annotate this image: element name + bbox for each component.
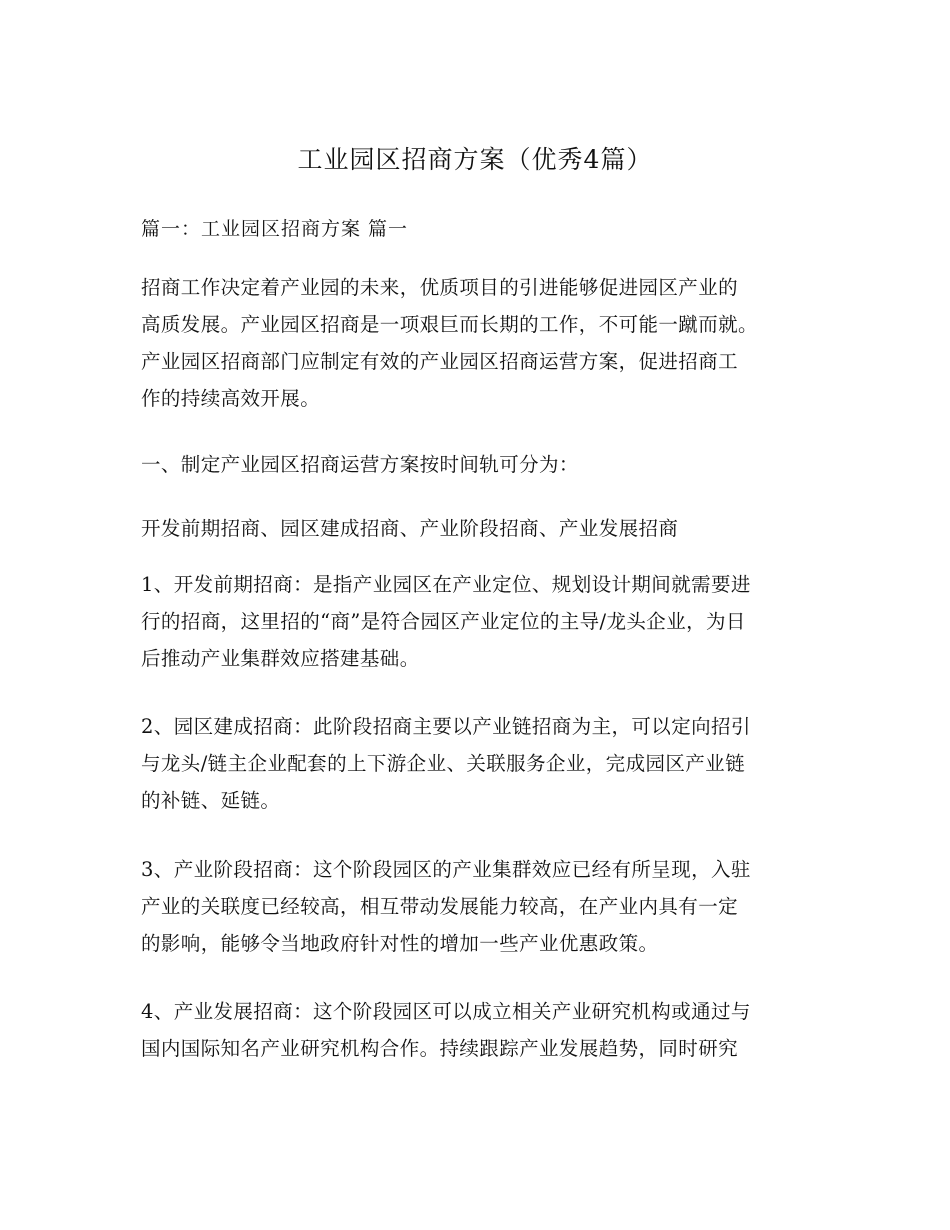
paragraph-line: 4、产业发展招商：这个阶段园区可以成立相关产业研究机构或通过与 bbox=[141, 1000, 751, 1023]
paragraph-line: 1、开发前期招商：是指产业园区在产业定位、规划设计期间就需要进 bbox=[141, 573, 751, 596]
paragraph-line: 一、制定产业园区招商运营方案按时间轨可分为： bbox=[141, 453, 579, 476]
paragraph-line: 与龙头/链主企业配套的上下游企业、关联服务企业，完成园区产业链 bbox=[141, 752, 745, 775]
paragraph-intro bbox=[141, 269, 813, 417]
paragraph-stage-3 bbox=[141, 851, 813, 962]
paragraph-line: 3、产业阶段招商：这个阶段园区的产业集群效应已经有所呈现，入驻 bbox=[141, 858, 751, 881]
paragraph-line: 产业的关联度已经较高，相互带动发展能力较高，在产业内具有一定 bbox=[141, 895, 739, 918]
paragraph-timeline-heading bbox=[141, 446, 813, 483]
paragraph-line: 招商工作决定着产业园的未来，优质项目的引进能够促进园区产业的 bbox=[141, 276, 739, 299]
paragraph-line: 高质发展。产业园区招商是一项艰巨而长期的工作，不可能一蹴而就。 bbox=[141, 313, 758, 336]
paragraph-stage-list bbox=[141, 510, 813, 547]
paragraph-line: 国内国际知名产业研究机构合作。持续跟踪产业发展趋势，同时研究 bbox=[141, 1037, 739, 1060]
paragraph-line: 作的持续高效开展。 bbox=[141, 387, 321, 410]
paragraph-line: 的影响，能够令当地政府针对性的增加一些产业优惠政策。 bbox=[141, 932, 659, 955]
document-title: 工业园区招商方案（优秀4篇） bbox=[297, 145, 653, 174]
paragraph-line: 后推动产业集群效应搭建基础。 bbox=[141, 647, 420, 670]
paragraph-line: 2、园区建成招商：此阶段招商主要以产业链招商为主，可以定向招引 bbox=[141, 715, 751, 738]
paragraph-line: 的补链、延链。 bbox=[141, 789, 281, 812]
paragraph-stage-1 bbox=[141, 566, 813, 677]
paragraph-stage-2 bbox=[141, 708, 813, 819]
paragraph-line: 行的招商，这里招的“商”是符合园区产业定位的主导/龙头企业，为日 bbox=[141, 610, 746, 633]
paragraph-line: 开发前期招商、园区建成招商、产业阶段招商、产业发展招商 bbox=[141, 517, 679, 540]
section-heading: 篇一：工业园区招商方案 篇一 bbox=[141, 218, 409, 240]
paragraph-stage-4 bbox=[141, 993, 813, 1067]
paragraph-line: 产业园区招商部门应制定有效的产业园区招商运营方案，促进招商工 bbox=[141, 350, 739, 373]
